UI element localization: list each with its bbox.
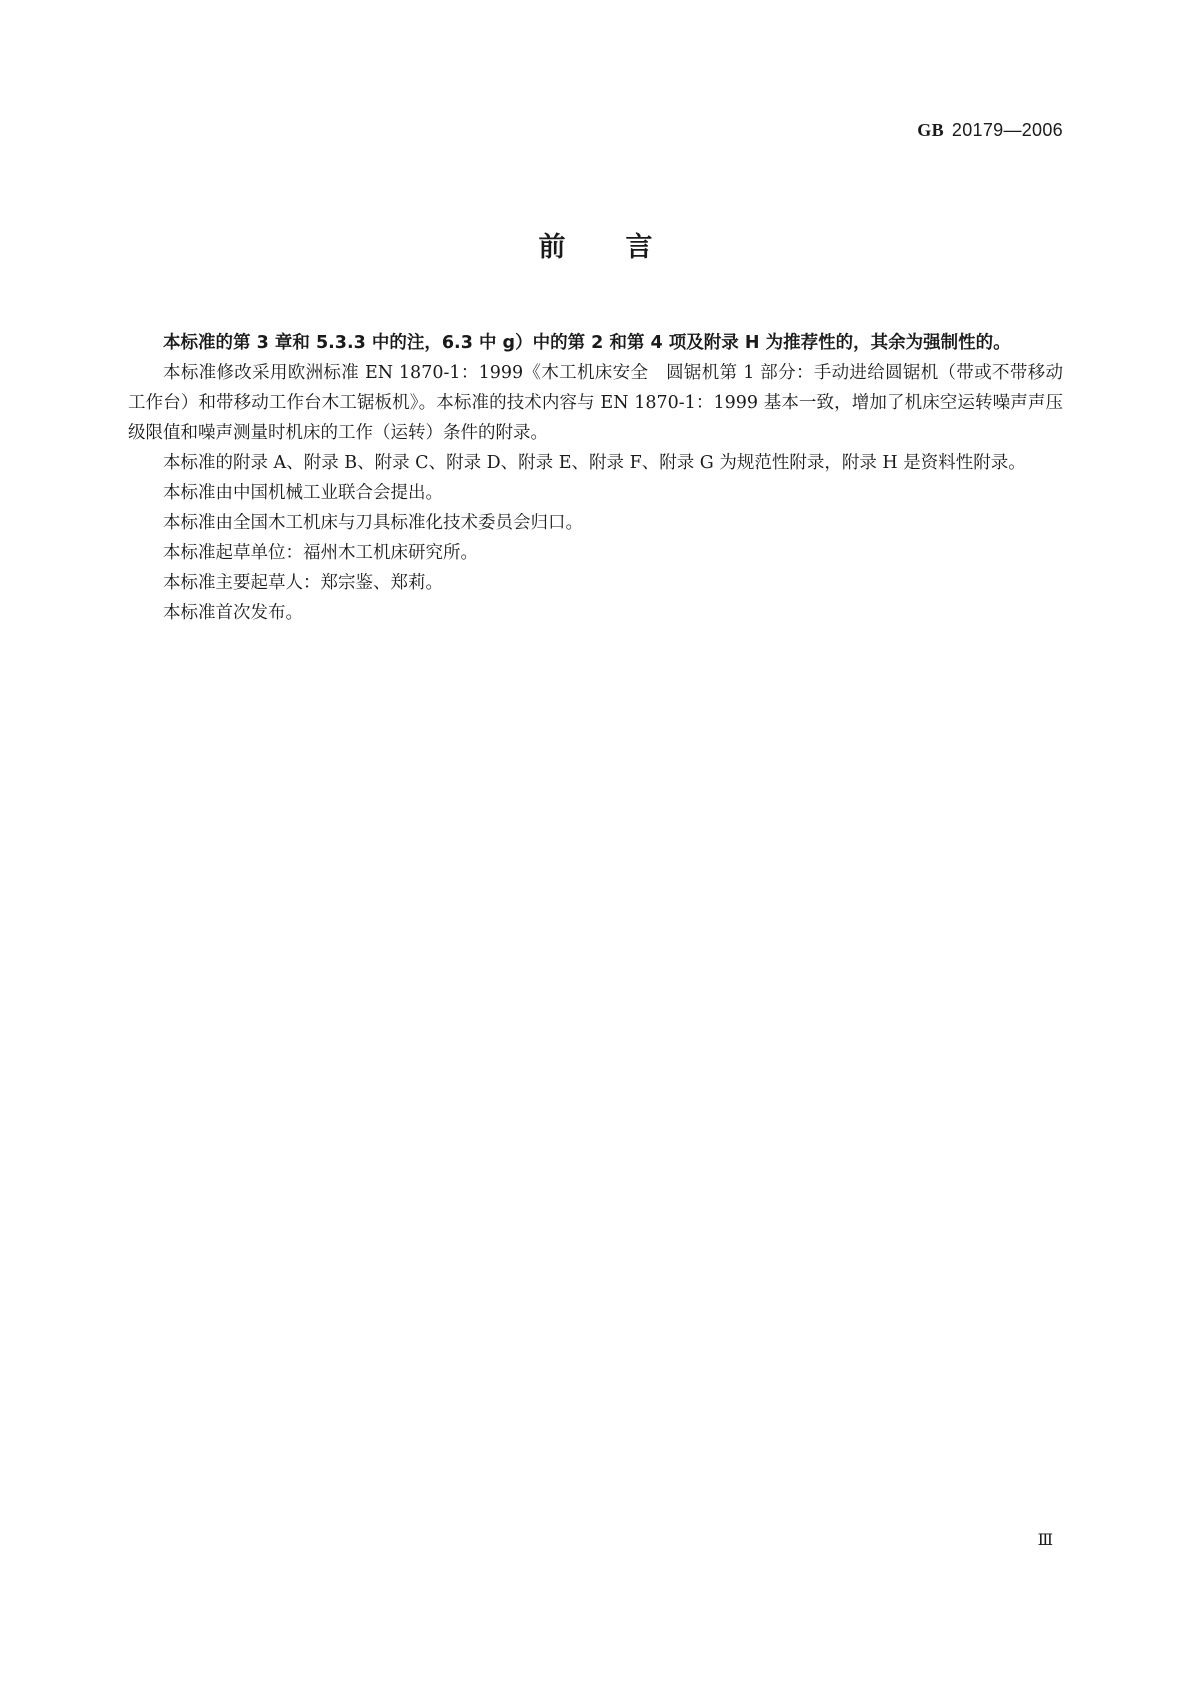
page-number: Ⅲ (1037, 1532, 1053, 1549)
paragraph-drafters: 本标准主要起草人：郑宗鉴、郑莉。 (163, 573, 443, 593)
foreword-body (128, 328, 1063, 628)
standard-prefix: GB (917, 120, 944, 140)
paragraph-committee: 本标准由全国木工机床与刀具标准化技术委员会归口。 (163, 513, 583, 533)
paragraph-drafting-unit: 本标准起草单位：福州木工机床研究所。 (163, 543, 478, 563)
paragraph-annexes: 本标准的附录 A、附录 B、附录 C、附录 D、附录 E、附录 F、附录 G 为规范性附录，附录 H 是资料性附录。 (163, 453, 1026, 473)
page-title: 前言 (538, 232, 713, 263)
paragraph-adoption: 本标准修改采用欧洲标准 EN 1870-1：1999《木工机床安全 圆锯机第 1 部分：手动进给圆锯机（带或不带移动工作台）和带移动工作台木工锯板机》。本标准的技术内容与 EN 1870-1：1999 基本一致，增加了机床空运转噪声声压级限值和噪声测量时机床的工作（运转）条件的附录。 (128, 363, 1063, 443)
standard-number: 20179—2006 (951, 120, 1063, 140)
paragraph-mandatory-scope: 本标准的第 3 章和 5.3.3 中的注，6.3 中 g）中的第 2 和第 4 项及附录 H 为推荐性的，其余为强制性的。 (163, 333, 1011, 353)
paragraph-proposer: 本标准由中国机械工业联合会提出。 (163, 483, 443, 503)
paragraph-first-release: 本标准首次发布。 (163, 603, 303, 623)
standard-code (917, 120, 1063, 141)
